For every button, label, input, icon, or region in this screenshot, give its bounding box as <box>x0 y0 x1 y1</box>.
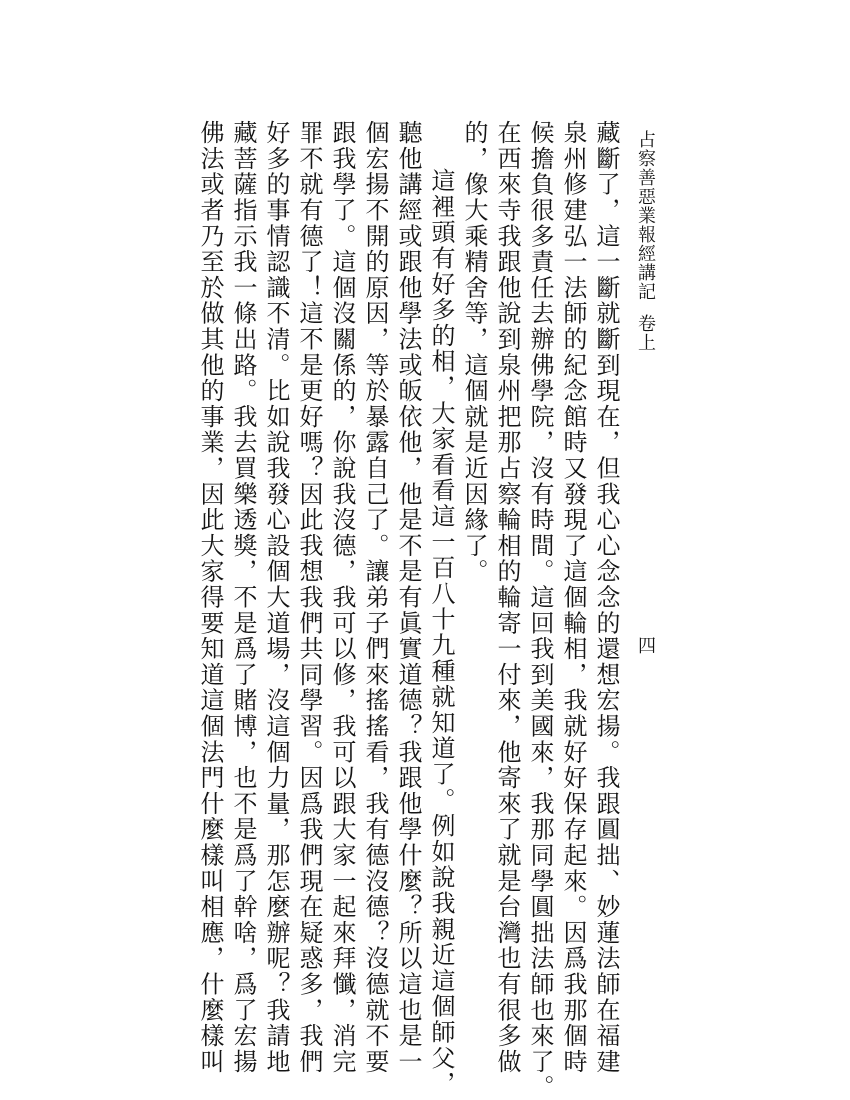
page-number: 四 <box>635 636 656 655</box>
text-column-12: 藏菩薩指示我一條出路。我去買樂透獎，不是爲了賭博，也不是爲了幹啥，爲了宏揚 <box>229 120 257 1075</box>
text-column-9: 跟我學了。這個沒關係的，你說我沒德，我可以修，我可以跟大家一起來拜懺，消完 <box>328 120 356 1075</box>
text-column-10: 罪不就有德了！這不是更好嗎？因此我想我們共同學習。因爲我們現在疑惑多，我們 <box>295 120 323 1075</box>
text-column-3: 候擔負很多責任去辦佛學院，沒有時間。這回我到美國來，我那同學圓拙法師也來了。 <box>526 120 554 1100</box>
text-column-1: 藏斷了，這一斷就斷到現在，但我心心念念的還想宏揚。我跟圓拙、妙蓮法師在福建 <box>592 120 620 1075</box>
text-column-7: 聽他講經或跟他學法或皈依他，他是不是有眞實道德？我跟他學什麼？所以這也是一 <box>394 120 422 1075</box>
text-column-11: 好多的事情認識不清。比如說我發心設個大道場，沒這個力量，那怎麼辦呢？我請地 <box>262 120 290 1075</box>
text-column-13: 佛法或者乃至於做其他的事業，因此大家得要知道這個法門什麼樣叫相應，什麼樣叫 <box>196 120 224 1075</box>
text-column-8: 個宏揚不開的原因，等於暴露自己了。讓弟子們來搖搖看，我有德沒德？沒德就不要 <box>361 120 389 1075</box>
text-column-5: 的，像大乘精舍等，這個就是近因緣了。 <box>460 120 488 585</box>
text-column-4: 在西來寺我跟他說到泉州把那占察輪相的輪寄一付來，他寄來了就是台灣也有很多做 <box>493 120 521 1075</box>
text-column-2: 泉州修建弘一法師的紀念館時又發現了這個輪相，我就好好保存起來。因爲我那個時 <box>559 120 587 1075</box>
text-column-6-paragraph-start: 這裡頭有好多的相，大家看看這一百八十九種就知道了。例如說我親近這個師父， <box>427 168 455 1097</box>
volume-label: 卷上 <box>635 314 656 352</box>
book-title: 占察善惡業報經講記 <box>635 130 656 301</box>
